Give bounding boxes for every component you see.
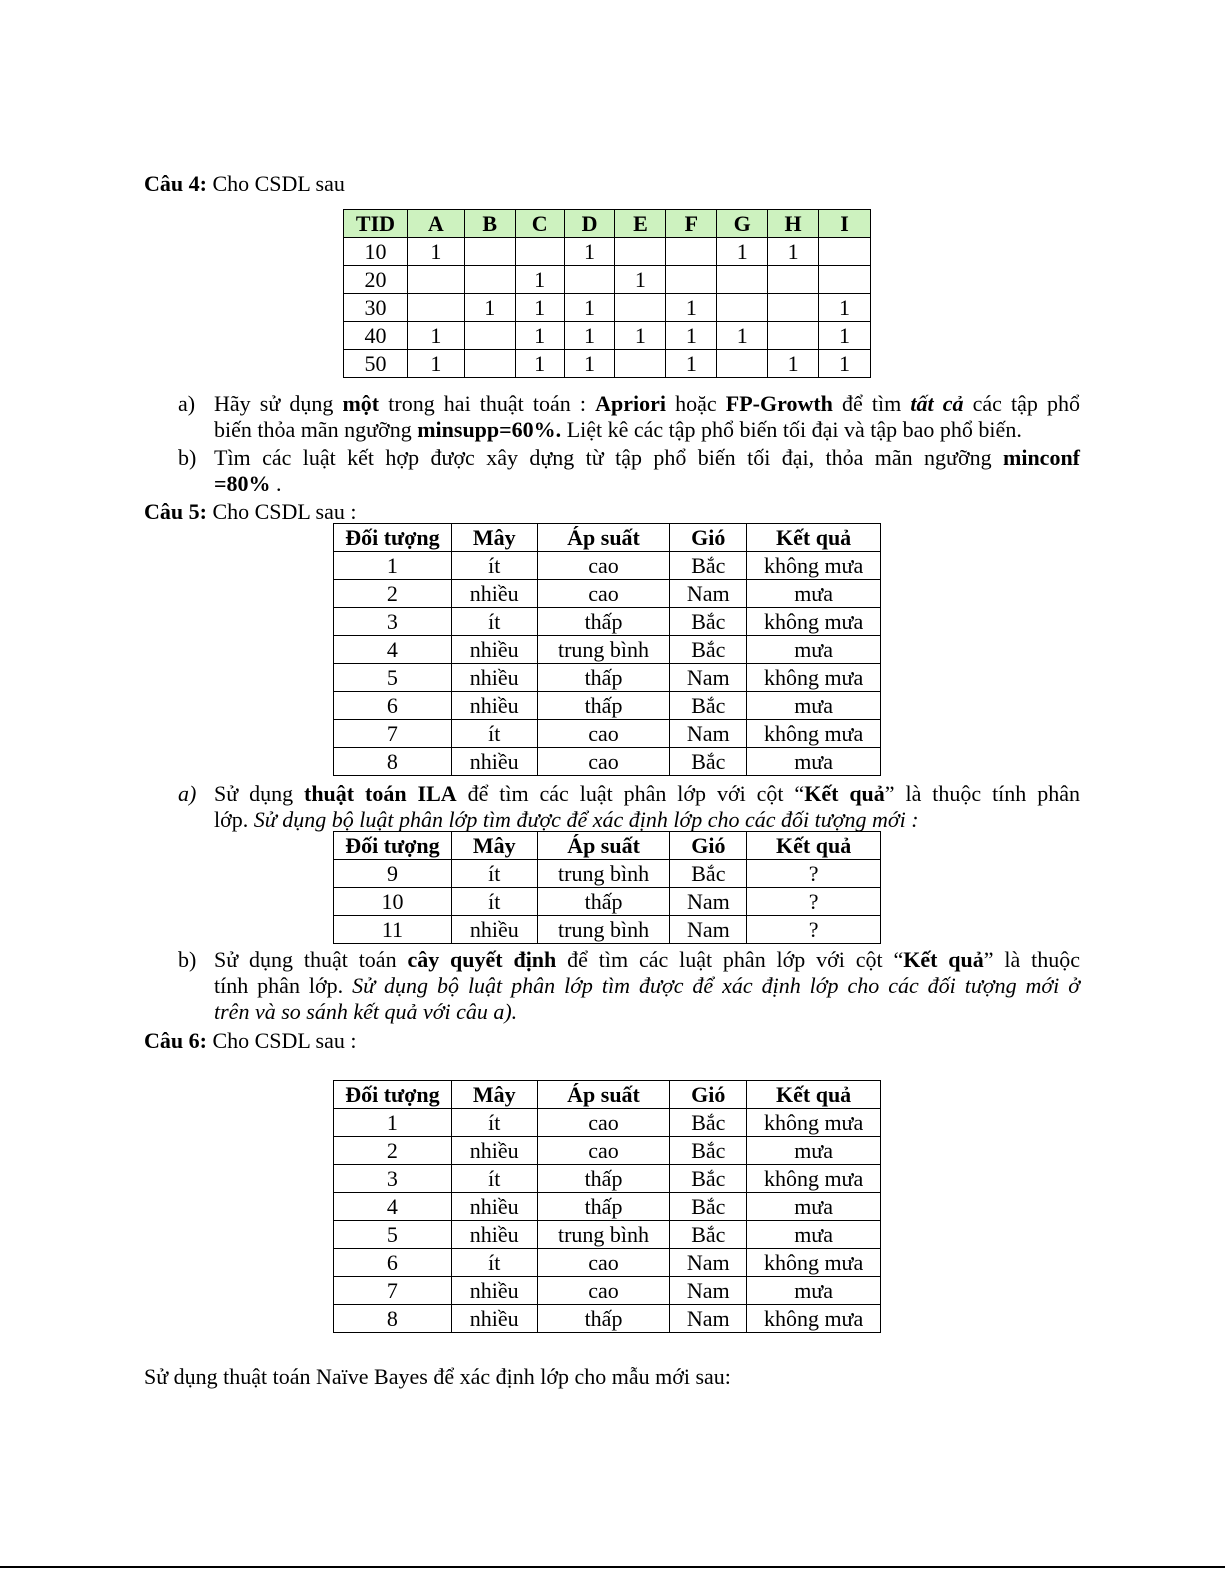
table-cell: 4 bbox=[334, 636, 452, 664]
list-marker: a) bbox=[178, 781, 197, 806]
table-cell: Nam bbox=[670, 664, 747, 692]
table-cell: mưa bbox=[747, 580, 881, 608]
column-header: Gió bbox=[670, 524, 747, 552]
table-row bbox=[334, 608, 881, 636]
table-row bbox=[334, 580, 881, 608]
table-cell: 10 bbox=[334, 888, 452, 916]
table-cell: 1 bbox=[515, 266, 564, 294]
table-row bbox=[334, 1165, 881, 1193]
column-header: C bbox=[515, 210, 564, 238]
table-cell: ? bbox=[747, 888, 881, 916]
table-cell: thấp bbox=[537, 664, 670, 692]
table-cell: 9 bbox=[334, 860, 452, 888]
table-cell: 2 bbox=[334, 1137, 452, 1165]
table-cell: nhiều bbox=[451, 1221, 537, 1249]
table-cell: trung bình bbox=[537, 860, 670, 888]
table-cell bbox=[564, 266, 615, 294]
table-cell: ? bbox=[747, 916, 881, 944]
table-cell: 5 bbox=[334, 1221, 452, 1249]
table-cell: 3 bbox=[334, 1165, 452, 1193]
table-cell: ít bbox=[451, 860, 537, 888]
table-cell bbox=[717, 294, 768, 322]
table-cell: cao bbox=[537, 1137, 670, 1165]
table-cell: 20 bbox=[344, 266, 408, 294]
column-header: Mây bbox=[451, 832, 537, 860]
table-header-row bbox=[344, 210, 871, 238]
table-cell: cao bbox=[537, 1277, 670, 1305]
table-cell: không mưa bbox=[747, 1305, 881, 1333]
table-cell: không mưa bbox=[747, 1165, 881, 1193]
closing-instruction: Sử dụng thuật toán Naïve Bayes để xác định lớp cho mẫu mới sau: bbox=[144, 1364, 731, 1389]
table-cell: 1 bbox=[615, 322, 666, 350]
table-cell: nhiều bbox=[451, 1137, 537, 1165]
question-5-intro: Cho CSDL sau : bbox=[212, 499, 357, 524]
question-6-intro: Cho CSDL sau : bbox=[212, 1028, 357, 1053]
table-cell: cao bbox=[537, 748, 670, 776]
column-header: D bbox=[564, 210, 615, 238]
table-cell: nhiều bbox=[451, 916, 537, 944]
table-cell: mưa bbox=[747, 692, 881, 720]
table-row bbox=[334, 916, 881, 944]
column-header: Áp suất bbox=[537, 832, 670, 860]
table-cell: 1 bbox=[819, 350, 871, 378]
table-cell bbox=[819, 266, 871, 294]
column-header: Gió bbox=[670, 1081, 747, 1109]
table-cell: 40 bbox=[344, 322, 408, 350]
table-cell: thấp bbox=[537, 1193, 670, 1221]
table-cell: không mưa bbox=[747, 552, 881, 580]
table-cell bbox=[666, 238, 717, 266]
question-5-heading bbox=[144, 499, 356, 525]
table-cell: Bắc bbox=[670, 636, 747, 664]
table-cell: cao bbox=[537, 720, 670, 748]
table-cell: thấp bbox=[537, 888, 670, 916]
table-row bbox=[344, 350, 871, 378]
table-cell: không mưa bbox=[747, 1109, 881, 1137]
table-cell: 1 bbox=[515, 294, 564, 322]
table-cell: trung bình bbox=[537, 1221, 670, 1249]
table-cell: 1 bbox=[819, 294, 871, 322]
table-cell: Bắc bbox=[670, 1109, 747, 1137]
table-cell: 1 bbox=[464, 294, 515, 322]
table-cell bbox=[666, 266, 717, 294]
table-header-row bbox=[334, 832, 881, 860]
column-header: Đối tượng bbox=[334, 1081, 452, 1109]
table-cell: 3 bbox=[334, 608, 452, 636]
table-cell: 1 bbox=[564, 350, 615, 378]
transaction-table bbox=[343, 209, 871, 378]
table-cell: cao bbox=[537, 552, 670, 580]
table-cell: nhiều bbox=[451, 748, 537, 776]
table-header-row bbox=[334, 1081, 881, 1109]
question-4-part-b: b) Tìm các luật kết hợp được xây dựng từ tập phổ biến tối đại, thỏa mãn ngưỡng minconf =80% . bbox=[178, 445, 1080, 496]
table-row bbox=[334, 1221, 881, 1249]
table-cell: Nam bbox=[670, 888, 747, 916]
table-row bbox=[344, 322, 871, 350]
column-header: I bbox=[819, 210, 871, 238]
table-cell: ít bbox=[451, 888, 537, 916]
table-cell: nhiều bbox=[451, 664, 537, 692]
table-row bbox=[334, 1193, 881, 1221]
table-cell: 1 bbox=[666, 294, 717, 322]
table-cell bbox=[407, 294, 464, 322]
table-cell: 1 bbox=[564, 294, 615, 322]
table-cell: trung bình bbox=[537, 636, 670, 664]
table-cell: 4 bbox=[334, 1193, 452, 1221]
table-cell: Nam bbox=[670, 916, 747, 944]
table-cell: Bắc bbox=[670, 1137, 747, 1165]
table-cell: 1 bbox=[666, 322, 717, 350]
column-header: B bbox=[464, 210, 515, 238]
table-cell: 1 bbox=[334, 552, 452, 580]
question-4-heading bbox=[144, 171, 345, 197]
table-cell: Nam bbox=[670, 1305, 747, 1333]
table-cell: ít bbox=[451, 1109, 537, 1137]
table-cell bbox=[464, 238, 515, 266]
table-cell: 8 bbox=[334, 1305, 452, 1333]
table-row bbox=[334, 552, 881, 580]
table-cell: 2 bbox=[334, 580, 452, 608]
table-cell: mưa bbox=[747, 1277, 881, 1305]
table-cell: ít bbox=[451, 608, 537, 636]
list-marker: a) bbox=[178, 391, 196, 416]
table-cell: 7 bbox=[334, 720, 452, 748]
table-cell bbox=[464, 350, 515, 378]
table-cell: ít bbox=[451, 1165, 537, 1193]
table-cell: cao bbox=[537, 1109, 670, 1137]
table-cell: 10 bbox=[344, 238, 408, 266]
weather-table bbox=[333, 523, 881, 776]
new-objects-table bbox=[333, 831, 881, 944]
column-header: Gió bbox=[670, 832, 747, 860]
question-5-part-b: b) Sử dụng thuật toán cây quyết định để tìm các luật phân lớp với cột “Kết quả” là thuộc tính phân lớp. Sử dụng bộ luật phân lớp tìm được để xác định lớp cho các đối tượng mới ở trên và so sánh kết quả với câu a). bbox=[178, 947, 1080, 1024]
table-cell: không mưa bbox=[747, 608, 881, 636]
table-cell: nhiều bbox=[451, 1305, 537, 1333]
table-cell: mưa bbox=[747, 1193, 881, 1221]
table-cell: 1 bbox=[515, 350, 564, 378]
table-cell: thấp bbox=[537, 1305, 670, 1333]
column-header: Mây bbox=[451, 1081, 537, 1109]
table-cell: Nam bbox=[670, 580, 747, 608]
table-cell: 1 bbox=[768, 238, 819, 266]
table-cell: 1 bbox=[768, 350, 819, 378]
question-6-label: Câu 6: bbox=[144, 1028, 207, 1053]
table-row bbox=[334, 860, 881, 888]
question-6-heading bbox=[144, 1028, 356, 1054]
table-cell bbox=[515, 238, 564, 266]
table-cell bbox=[768, 266, 819, 294]
table-cell: Bắc bbox=[670, 1193, 747, 1221]
table-header-row bbox=[334, 524, 881, 552]
table-row bbox=[344, 266, 871, 294]
table-cell: Bắc bbox=[670, 1221, 747, 1249]
table-row bbox=[334, 692, 881, 720]
table-row bbox=[344, 238, 871, 266]
table-cell: mưa bbox=[747, 748, 881, 776]
table-cell: Bắc bbox=[670, 692, 747, 720]
question-5-part-a: a) Sử dụng thuật toán ILA để tìm các luật phân lớp với cột “Kết quả” là thuộc tính phân lớp. Sử dụng bộ luật phân lớp tìm được để xác định lớp cho các đối tượng mới : bbox=[178, 781, 1080, 832]
table-cell: không mưa bbox=[747, 1249, 881, 1277]
table-cell bbox=[615, 294, 666, 322]
table-row bbox=[344, 294, 871, 322]
table-cell bbox=[464, 322, 515, 350]
column-header: Kết quả bbox=[747, 832, 881, 860]
table-cell: 11 bbox=[334, 916, 452, 944]
table-cell: Nam bbox=[670, 720, 747, 748]
table-row bbox=[334, 748, 881, 776]
table-cell bbox=[768, 294, 819, 322]
table-cell: mưa bbox=[747, 636, 881, 664]
table-cell: thấp bbox=[537, 692, 670, 720]
table-cell: cao bbox=[537, 580, 670, 608]
column-header: Kết quả bbox=[747, 1081, 881, 1109]
table-cell: 1 bbox=[717, 238, 768, 266]
list-marker: b) bbox=[178, 947, 197, 972]
table-row bbox=[334, 1305, 881, 1333]
table-cell bbox=[717, 266, 768, 294]
table-cell: mưa bbox=[747, 1221, 881, 1249]
table-cell: ít bbox=[451, 1249, 537, 1277]
table-row bbox=[334, 1277, 881, 1305]
page-bottom-rule bbox=[0, 1566, 1225, 1568]
column-header: G bbox=[717, 210, 768, 238]
column-header: Áp suất bbox=[537, 1081, 670, 1109]
table-cell: Bắc bbox=[670, 1165, 747, 1193]
table-row bbox=[334, 1109, 881, 1137]
column-header: TID bbox=[344, 210, 408, 238]
table-cell: 1 bbox=[407, 238, 464, 266]
table-cell: nhiều bbox=[451, 580, 537, 608]
table-cell: thấp bbox=[537, 1165, 670, 1193]
table-cell: Bắc bbox=[670, 748, 747, 776]
table-cell: Bắc bbox=[670, 608, 747, 636]
table-cell: 1 bbox=[564, 322, 615, 350]
table-cell: 6 bbox=[334, 1249, 452, 1277]
column-header: Mây bbox=[451, 524, 537, 552]
table-cell: ít bbox=[451, 552, 537, 580]
table-cell: nhiều bbox=[451, 636, 537, 664]
table-cell: không mưa bbox=[747, 720, 881, 748]
table-cell: Bắc bbox=[670, 860, 747, 888]
question-4-part-a: a) Hãy sử dụng một trong hai thuật toán : Apriori hoặc FP-Growth để tìm tất cả các tập phổ biến thỏa mãn ngưỡng minsupp=60%. Liệt kê các tập phổ biến tối đại và tập bao phổ biến. bbox=[178, 391, 1080, 442]
table-row bbox=[334, 720, 881, 748]
table-cell: 1 bbox=[407, 350, 464, 378]
question-4-intro: Cho CSDL sau bbox=[212, 171, 345, 196]
column-header: A bbox=[407, 210, 464, 238]
table-row bbox=[334, 664, 881, 692]
question-5-label: Câu 5: bbox=[144, 499, 207, 524]
table-cell: Nam bbox=[670, 1277, 747, 1305]
column-header: F bbox=[666, 210, 717, 238]
table-cell: thấp bbox=[537, 608, 670, 636]
table-cell: 50 bbox=[344, 350, 408, 378]
table-cell: ? bbox=[747, 860, 881, 888]
table-cell bbox=[615, 238, 666, 266]
table-cell: Nam bbox=[670, 1249, 747, 1277]
table-cell: 5 bbox=[334, 664, 452, 692]
question-4-label: Câu 4: bbox=[144, 171, 207, 196]
column-header: Đối tượng bbox=[334, 832, 452, 860]
table-cell: 7 bbox=[334, 1277, 452, 1305]
table-cell bbox=[768, 322, 819, 350]
table-cell bbox=[407, 266, 464, 294]
table-cell bbox=[717, 350, 768, 378]
table-cell: 1 bbox=[564, 238, 615, 266]
table-cell: 1 bbox=[407, 322, 464, 350]
table-row bbox=[334, 636, 881, 664]
table-cell: 1 bbox=[515, 322, 564, 350]
table-cell: 1 bbox=[615, 266, 666, 294]
table-cell: nhiều bbox=[451, 692, 537, 720]
column-header: Áp suất bbox=[537, 524, 670, 552]
table-row bbox=[334, 888, 881, 916]
table-cell: ít bbox=[451, 720, 537, 748]
table-cell bbox=[615, 350, 666, 378]
table-cell: mưa bbox=[747, 1137, 881, 1165]
table-cell: 1 bbox=[666, 350, 717, 378]
table-row bbox=[334, 1249, 881, 1277]
table-cell: 1 bbox=[717, 322, 768, 350]
table-cell: không mưa bbox=[747, 664, 881, 692]
column-header: E bbox=[615, 210, 666, 238]
table-cell: nhiều bbox=[451, 1193, 537, 1221]
table-cell bbox=[464, 266, 515, 294]
list-marker: b) bbox=[178, 445, 197, 470]
table-row bbox=[334, 1137, 881, 1165]
table-cell: trung bình bbox=[537, 916, 670, 944]
table-cell bbox=[819, 238, 871, 266]
table-cell: 30 bbox=[344, 294, 408, 322]
table-cell: 1 bbox=[819, 322, 871, 350]
table-cell: nhiều bbox=[451, 1277, 537, 1305]
column-header: Kết quả bbox=[747, 524, 881, 552]
column-header: H bbox=[768, 210, 819, 238]
table-cell: 1 bbox=[334, 1109, 452, 1137]
naive-bayes-table bbox=[333, 1080, 881, 1333]
column-header: Đối tượng bbox=[334, 524, 452, 552]
table-cell: cao bbox=[537, 1249, 670, 1277]
table-cell: 6 bbox=[334, 692, 452, 720]
table-cell: Bắc bbox=[670, 552, 747, 580]
table-cell: 8 bbox=[334, 748, 452, 776]
